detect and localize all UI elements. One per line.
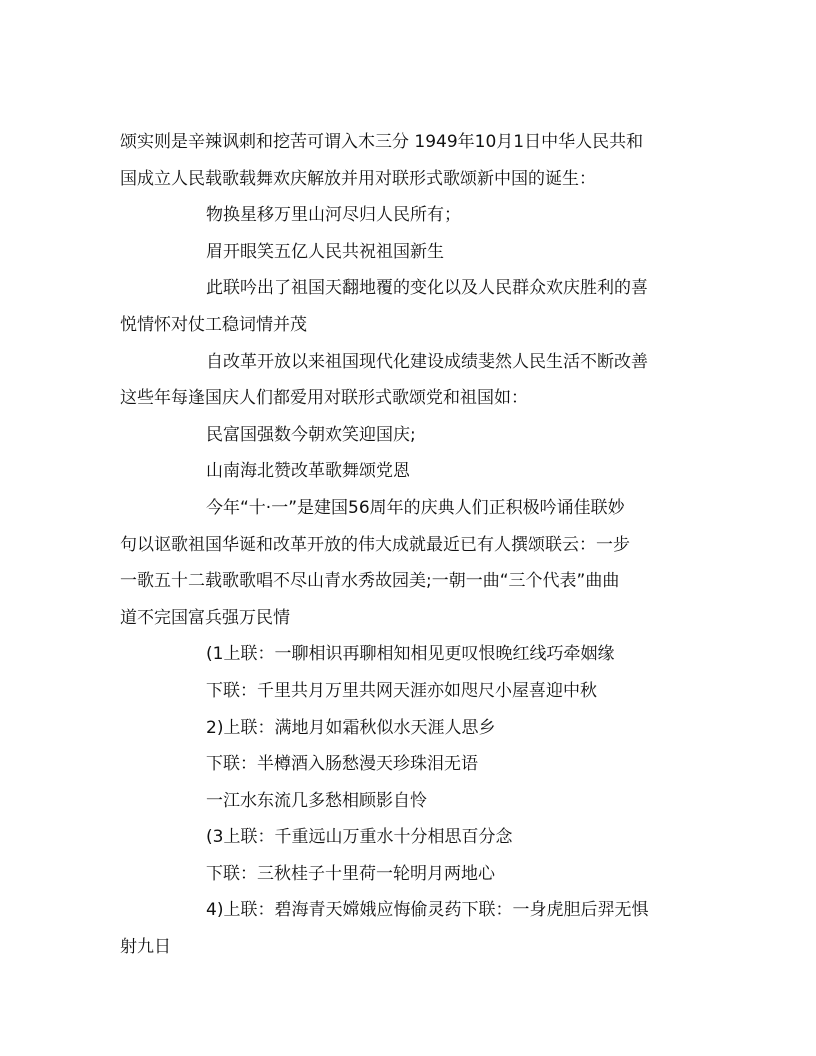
couplet-item: (3上联：千重远山万重水十分相思百分念 [206,827,513,848]
couplet-item: 4)上联：碧海青天嫦娥应悔偷灵药下联：一身虎胆后羿无惧 [206,900,649,921]
document-body [120,124,700,966]
text-line: 射九日 [120,937,171,958]
text-line: 这些年每逢国庆人们都爱用对联形式歌颂党和祖国如： [120,388,528,409]
paragraph-start: 此联吟出了祖国天翻地覆的变化以及人民群众欢庆胜利的喜 [206,278,648,299]
couplet-item: 2)上联：满地月如霜秋似水天涯人思乡 [206,717,496,738]
text-line: 句以讴歌祖国华诞和改革开放的伟大成就最近已有人撰颂联云：一步 [120,534,630,555]
text-line: 一歌五十二载歌歌唱不尽山青水秀故园美;一朝一曲“三个代表”曲曲 [120,571,620,592]
text-line: 悦情怀对仗工稳词情并茂 [120,314,307,335]
couplet-item: 一江水东流几多愁相顾影自怜 [206,790,427,811]
couplet-line: 物换星移万里山河尽归人民所有； [206,205,461,226]
paragraph-start: 今年“十·一”是建国56周年的庆典人们正积极吟诵佳联妙 [206,497,625,518]
paragraph-start: 自改革开放以来祖国现代化建设成绩斐然人民生活不断改善 [206,351,648,372]
couplet-line: 民富国强数今朝欢笑迎国庆; [206,424,416,445]
text-line: 道不完国富兵强万民情 [120,607,290,628]
text-line: 颂实则是辛辣讽刺和挖苦可谓入木三分 1949年10月1日中华人民共和 [120,132,644,152]
couplet-item: (1上联：一聊相识再聊相知相见更叹恨晚红线巧牵姻缘 [206,644,615,665]
couplet-item: 下联：千里共月万里共网天涯亦如咫尺小屋喜迎中秋 [206,680,597,701]
text-line: 国成立人民载歌载舞欢庆解放并用对联形式歌颂新中国的诞生： [120,168,596,189]
couplet-line: 山南海北赞改革歌舞颂党恩 [206,461,410,482]
couplet-item: 下联：三秋桂子十里荷一轮明月两地心 [206,863,495,884]
couplet-line: 眉开眼笑五亿人民共祝祖国新生 [206,241,444,262]
couplet-item: 下联：半樽酒入肠愁漫天珍珠泪无语 [206,754,478,775]
